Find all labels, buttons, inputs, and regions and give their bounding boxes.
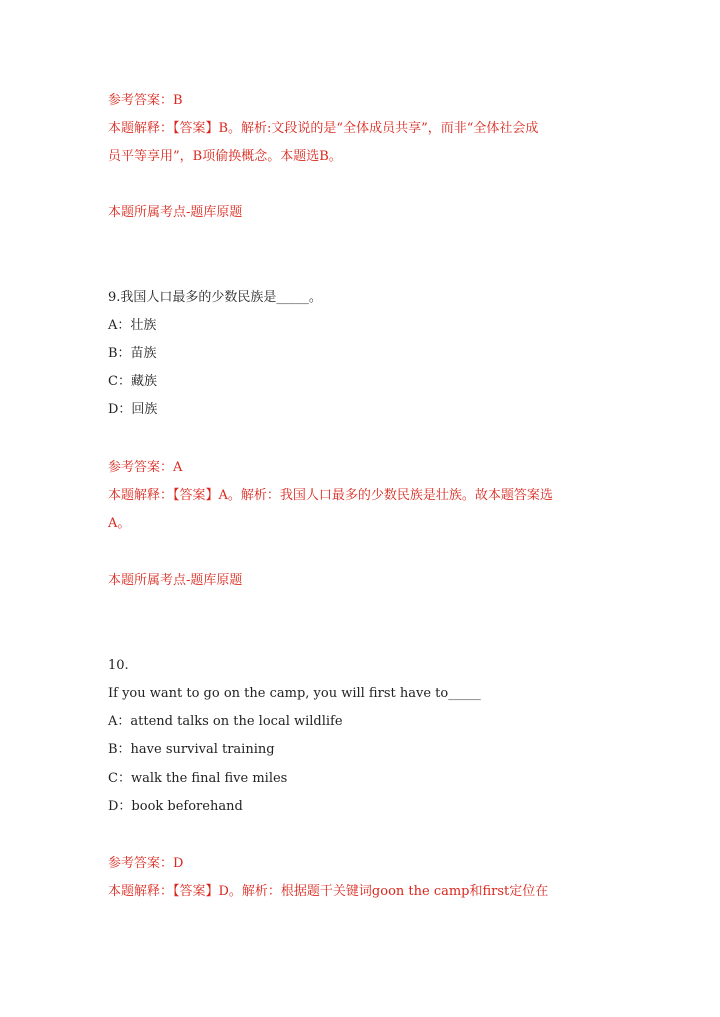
q8-explanation-line-2: 员平等享用”，B项偷换概念。本题选B。 <box>108 149 342 164</box>
q9-option-b: B：苗族 <box>108 346 157 361</box>
q9-source: 本题所属考点-题库原题 <box>108 573 243 588</box>
q9-stem: 9.我国人口最多的少数民族是_____。 <box>108 290 322 305</box>
q9-option-a: A：壮族 <box>108 318 157 333</box>
q10-option-b: B：have survival training <box>108 742 275 757</box>
q8-explanation-line-1: 本题解释：【答案】B。解析:文段说的是“全体成员共享”，而非“全体社会成 <box>108 121 539 136</box>
q10-answer: 参考答案：D <box>108 856 184 871</box>
q9-answer: 参考答案：A <box>108 460 183 475</box>
q10-option-c: C：walk the final five miles <box>108 771 288 786</box>
q8-source: 本题所属考点-题库原题 <box>108 205 243 220</box>
q9-explanation-line-1: 本题解释：【答案】A。解析：我国人口最多的少数民族是壮族。故本题答案选 <box>108 488 553 503</box>
q10-option-a: A：attend talks on the local wildlife <box>108 714 343 729</box>
q10-option-d: D：book beforehand <box>108 799 243 814</box>
q9-explanation-line-2: A。 <box>108 516 131 531</box>
q10-number: 10. <box>108 658 129 673</box>
q10-explanation-line-1: 本题解释：【答案】D。解析：根据题干关键词goon the camp和first定位在 <box>108 884 549 899</box>
q9-option-d: D：回族 <box>108 402 158 417</box>
q9-option-c: C：藏族 <box>108 374 157 389</box>
q8-answer: 参考答案：B <box>108 93 183 108</box>
q10-stem: If you want to go on the camp, you will first have to_____ <box>108 686 481 701</box>
